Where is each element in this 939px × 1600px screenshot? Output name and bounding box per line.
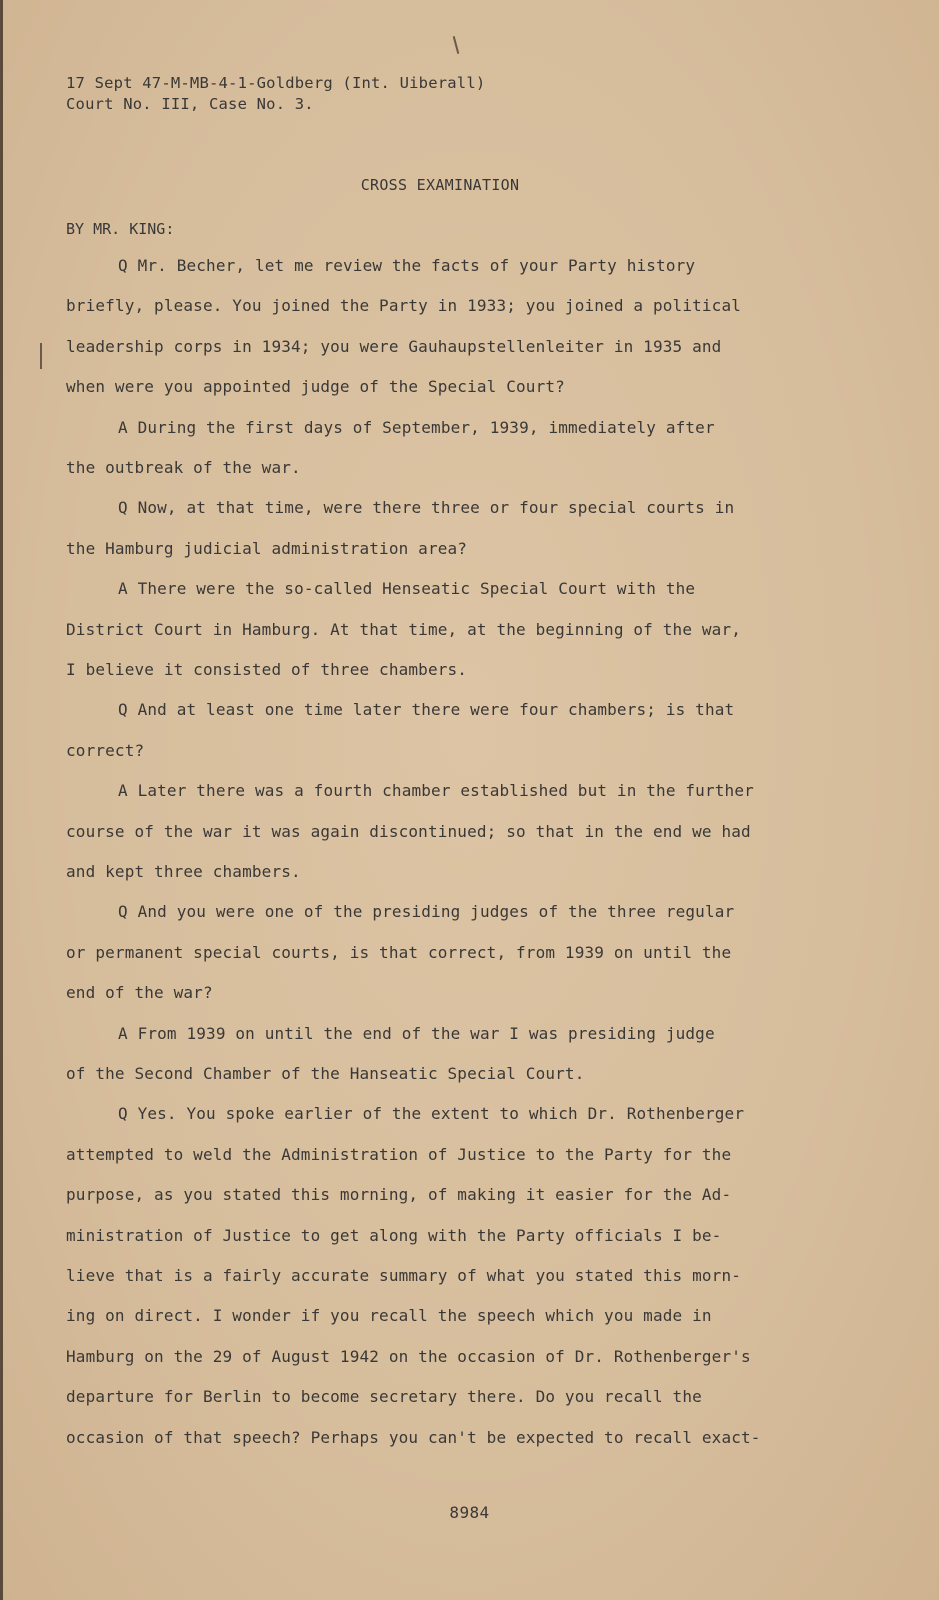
header-line-2: Court No. III, Case No. 3. bbox=[66, 95, 314, 113]
transcript-line: course of the war it was again discontinued; so that in the end we had bbox=[66, 821, 751, 841]
transcript-line: Q Now, at that time, were there three or four special courts in bbox=[118, 498, 735, 518]
pencil-mark bbox=[453, 36, 460, 54]
transcript-line: lieve that is a fairly accurate summary of what you stated this morn- bbox=[66, 1266, 742, 1285]
pencil-mark bbox=[40, 343, 42, 369]
examiner-byline: BY MR. KING: bbox=[66, 220, 175, 238]
transcript-line: end of the war? bbox=[66, 983, 213, 1003]
transcript-line: of the Second Chamber of the Hanseatic Special Court. bbox=[66, 1064, 585, 1083]
transcript-line: ing on direct. I wonder if you recall the speech which you made in bbox=[66, 1306, 712, 1326]
transcript-line: or permanent special courts, is that correct, from 1939 on until the bbox=[66, 942, 732, 962]
transcript-line: occasion of that speech? Perhaps you can't be expected to recall exact- bbox=[66, 1427, 761, 1447]
transcript-line: A From 1939 on until the end of the war I was presiding judge bbox=[118, 1023, 715, 1043]
transcript-line: when were you appointed judge of the Special Court? bbox=[66, 377, 565, 397]
document-header bbox=[66, 73, 485, 115]
transcript-line: and kept three chambers. bbox=[66, 862, 301, 881]
transcript-line: Q And you were one of the presiding judges of the three regular bbox=[118, 902, 735, 922]
page-number: 8984 bbox=[449, 1503, 490, 1522]
transcript-line: the Hamburg judicial administration area? bbox=[66, 538, 468, 558]
section-title: CROSS EXAMINATION bbox=[360, 176, 520, 194]
transcript-line: A There were the so-called Henseatic Special Court with the bbox=[118, 579, 696, 599]
transcript-line: I believe it consisted of three chambers. bbox=[66, 660, 468, 679]
transcript-line: purpose, as you stated this morning, of making it easier for the Ad- bbox=[66, 1185, 732, 1205]
transcript-line: Hamburg on the 29 of August 1942 on the occasion of Dr. Rothenberger's bbox=[66, 1346, 751, 1366]
transcript-line: briefly, please. You joined the Party in 1933; you joined a political bbox=[66, 296, 742, 316]
page-edge bbox=[0, 0, 3, 1600]
transcript-line: A Later there was a fourth chamber established but in the further bbox=[118, 781, 754, 801]
transcript-line: correct? bbox=[66, 740, 145, 760]
transcript-line: Q Mr. Becher, let me review the facts of your Party history bbox=[118, 256, 696, 275]
transcript-line: District Court in Hamburg. At that time, at the beginning of the war, bbox=[66, 619, 742, 639]
transcript-line: leadership corps in 1934; you were Gauhaupstellenleiter in 1935 and bbox=[66, 336, 722, 356]
transcript-line: ministration of Justice to get along with the Party officials I be- bbox=[66, 1225, 722, 1245]
header-line-1: 17 Sept 47-M-MB-4-1-Goldberg (Int. Uiberall) bbox=[66, 74, 486, 92]
transcript-line: attempted to weld the Administration of Justice to the Party for the bbox=[66, 1144, 732, 1164]
transcript-line: Q Yes. You spoke earlier of the extent to which Dr. Rothenberger bbox=[118, 1104, 745, 1124]
transcript-line: departure for Berlin to become secretary there. Do you recall the bbox=[66, 1387, 702, 1407]
transcript-line: A During the first days of September, 1939, immediately after bbox=[118, 417, 715, 437]
transcript-line: Q And at least one time later there were four chambers; is that bbox=[118, 700, 735, 720]
transcript-line: the outbreak of the war. bbox=[66, 458, 301, 477]
